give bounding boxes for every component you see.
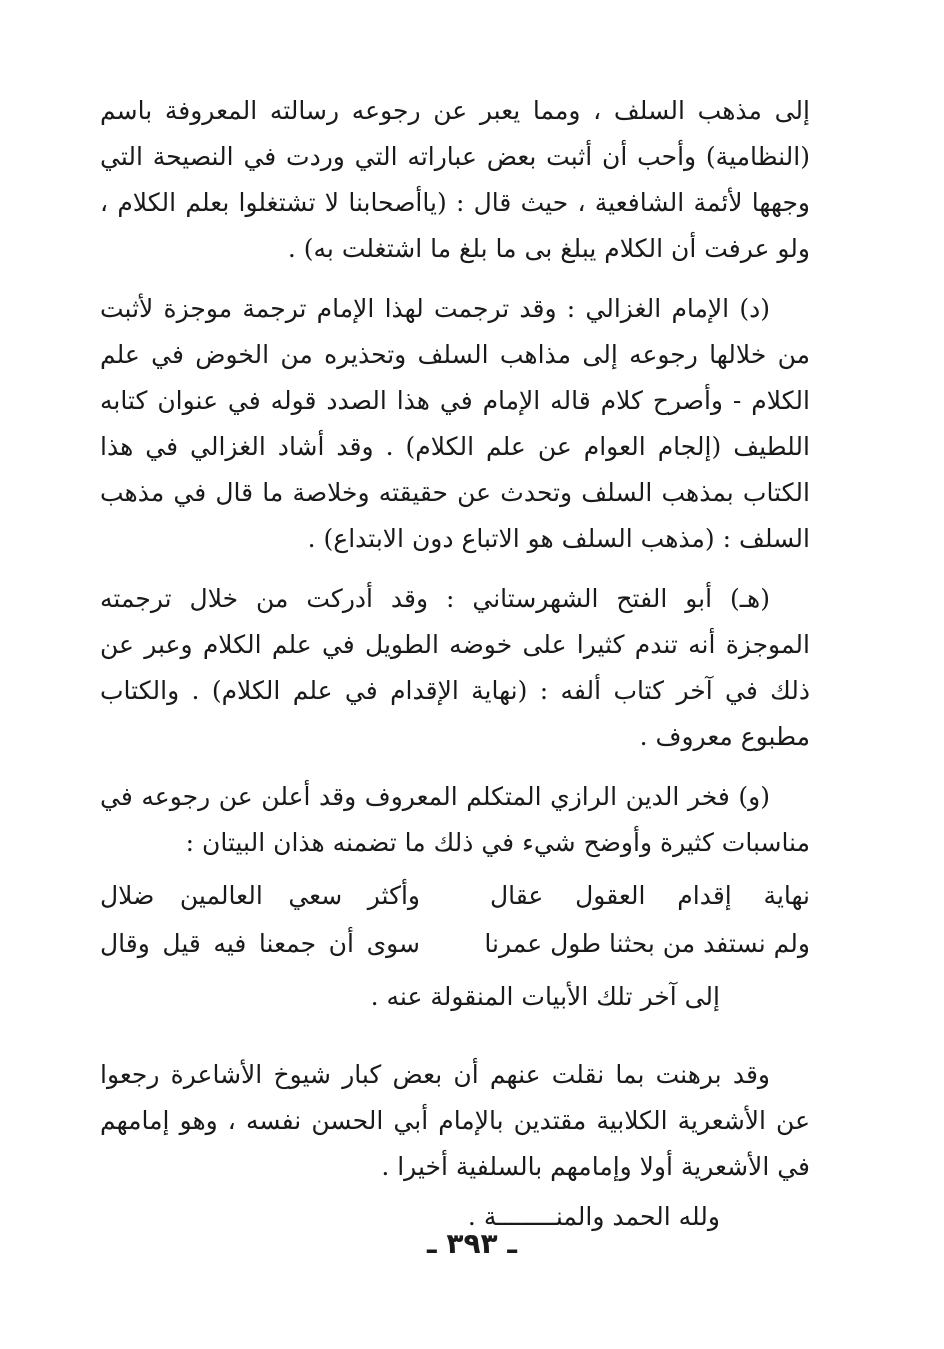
verse-first-hemistich: ولم نستفد من بحثنا طول عمرنا — [484, 929, 810, 958]
page-body — [100, 88, 810, 1240]
verse-line — [100, 872, 810, 920]
page-number: ـ ٣٩٣ ـ — [427, 1227, 517, 1260]
paragraph-conclusion: وقد برهنت بما نقلت عنهم أن بعض كبار شيوخ الأشاعرة رجعوا عن الأشعرية الكلابية مقتدين بالإمام أبي الحسن نفسه ، وهو إمامهم في الأشعرية أولا وإمامهم بالسلفية أخيرا . — [100, 1060, 810, 1181]
after-verses-note: إلى آخر تلك الأبيات المنقولة عنه . — [370, 982, 720, 1011]
paragraph-ghazzali-intro-continuation: إلى مذهب السلف ، ومما يعبر عن رجوعه رسالته المعروفة باسم (النظامية) وأحب أن أثبت بعض عباراته التي وردت في النصيحة التي وجهها لأئمة الشافعية ، حيث قال : (ياأصحابنا لا تشتغلوا بعلم الكلام ، ولو عرفت أن الكلام يبلغ بى ما بلغ ما اشتغلت به) . — [100, 96, 810, 263]
closing-praise: ولله الحمد والمنــــــــة . — [467, 1202, 720, 1231]
verse-second-hemistich: وأكثر سعي العالمين ضلال — [100, 881, 420, 910]
paragraph-razi: (و) فخر الدين الرازي المتكلم المعروف وقد أعلن عن رجوعه في مناسبات كثيرة وأوضح شيء في ذلك ما تضمنه هذان البيتان : — [100, 782, 810, 857]
paragraph-ghazali: (د) الإمام الغزالي : وقد ترجمت لهذا الإمام ترجمة موجزة لأثبت من خلالها رجوعه إلى مذاهب السلف وتحذيره من الخوض في علم الكلام - وأصرح كلام قاله الإمام في هذا الصدد قوله في عنوان كتابه اللطيف (إلجام العوام عن علم الكلام) . وقد أشاد الغزالي في هذا الكتاب بمذهب السلف وتحدث عن حقيقته وخلاصة ما قال في مذهب السلف : (مذهب السلف هو الاتباع دون الابتداع) . — [100, 294, 810, 553]
verse-first-hemistich: نهاية إقدام العقول عقال — [490, 881, 810, 910]
paragraph-shahrastani: (هـ) أبو الفتح الشهرستاني : وقد أدركت من خلال ترجمته الموجزة أنه تندم كثيرا على خوضه الطويل في علم الكلام وعبر عن ذلك في آخر كتاب ألفه : (نهاية الإقدام في علم الكلام) . والكتاب مطبوع معروف . — [100, 584, 810, 751]
poem-verses — [100, 872, 810, 968]
verse-line — [100, 920, 810, 968]
section-spacer — [100, 1020, 810, 1052]
verse-second-hemistich: سوى أن جمعنا فيه قيل وقال — [100, 929, 420, 958]
